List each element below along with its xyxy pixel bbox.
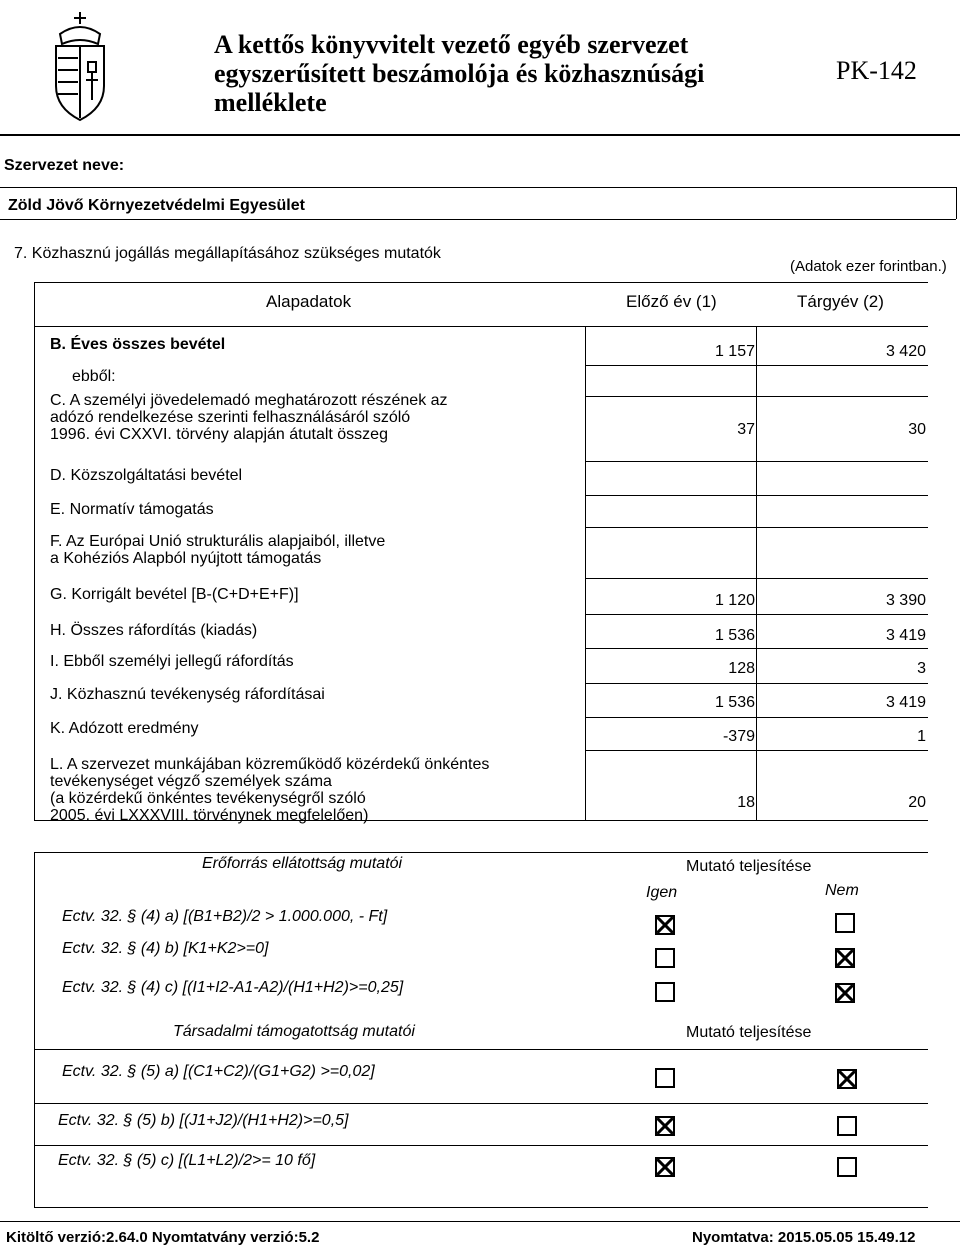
row-b-cur: 3 420 — [885, 343, 926, 360]
social-item-3-yes-checkbox[interactable] — [655, 1157, 675, 1177]
org-box-right — [956, 187, 957, 219]
social-item-3-label: Ectv. 32. § (5) c) [(L1+L2)/2>= 10 fő] — [58, 1152, 316, 1169]
row-k-cur: 1 — [917, 728, 926, 745]
unit-note: (Adatok ezer forintban.) — [790, 258, 947, 275]
resource-box-top — [34, 852, 928, 853]
row-h-cur: 3 419 — [885, 627, 926, 644]
row-i-cur: 3 — [917, 660, 926, 677]
col-header-prev: Előző év (1) — [626, 292, 717, 311]
org-box-bottom — [0, 219, 956, 220]
row-j-label: J. Közhasznú tevékenység ráfordításai — [50, 686, 325, 703]
resource-perf-title: Mutató teljesítése — [686, 858, 812, 875]
row-ebbol-label: ebből: — [72, 368, 116, 385]
form-title — [214, 30, 814, 117]
row-f-label — [50, 533, 385, 567]
resource-no-header: Nem — [825, 882, 859, 899]
row-l-label — [50, 756, 489, 824]
row-l-line2: tevékenységet végző személyek száma — [50, 773, 332, 790]
header-divider — [0, 134, 960, 136]
row-g-cur: 3 390 — [885, 592, 926, 609]
resource-item-1-label: Ectv. 32. § (4) a) [(B1+B2)/2 > 1.000.000, - Ft] — [62, 908, 388, 925]
social-title: Társadalmi támogatottság mutatói — [173, 1023, 415, 1040]
row-c-prev: 37 — [737, 421, 755, 438]
resource-box-left — [34, 852, 35, 1207]
header-row-bottom — [34, 326, 928, 327]
row-h-prev: 1 536 — [714, 627, 755, 644]
row-sep — [585, 750, 928, 751]
row-j-cur: 3 419 — [885, 694, 926, 711]
value-col-mid-border — [756, 326, 757, 820]
form-code: PK-142 — [836, 56, 917, 85]
row-d-label: D. Közszolgáltatási bevétel — [50, 467, 243, 484]
row-sep — [585, 717, 928, 718]
social-perf-title: Mutató teljesítése — [686, 1024, 812, 1041]
col-header-base: Alapadatok — [266, 292, 352, 311]
row-g-prev: 1 120 — [714, 592, 755, 609]
table-top — [34, 282, 928, 283]
org-box-top — [0, 187, 956, 188]
social-item-2-yes-checkbox[interactable] — [655, 1116, 675, 1136]
section-title: 7. Közhasznú jogállás megállapításához szükséges mutatók — [14, 245, 441, 262]
row-c-label — [50, 392, 448, 443]
resource-item-3-yes-checkbox[interactable] — [655, 982, 675, 1002]
footer-divider — [0, 1221, 960, 1222]
resource-yes-header: Igen — [646, 884, 678, 901]
social-divider — [34, 1049, 928, 1050]
resource-item-1-yes-checkbox[interactable] — [655, 915, 675, 935]
row-sep — [585, 648, 928, 649]
row-l-line3: (a közérdekű önkéntes tevékenységről szóló — [50, 790, 366, 807]
row-sep — [585, 461, 928, 462]
social-item-3-no-checkbox[interactable] — [837, 1157, 857, 1177]
resource-item-3-no-checkbox[interactable] — [835, 983, 855, 1003]
form-title-line2: egyszerűsített beszámolója és közhasznúsági melléklete — [214, 59, 705, 117]
row-sep — [585, 614, 928, 615]
row-b-label: B. Éves összes bevétel — [50, 336, 226, 353]
value-col-left-border — [585, 326, 586, 820]
footer-version: Kitöltő verzió:2.64.0 Nyomtatvány verzió:5.2 — [6, 1229, 320, 1246]
social-row-sep — [34, 1145, 928, 1146]
footer-printed: Nyomtatva: 2015.05.05 15.49.12 — [692, 1229, 916, 1246]
col-header-cur: Tárgyév (2) — [797, 292, 884, 311]
resource-item-3-label: Ectv. 32. § (4) c) [(I1+I2-A1-A2)/(H1+H2)>=0,25] — [62, 979, 404, 996]
row-k-prev: -379 — [722, 728, 755, 745]
resource-item-2-yes-checkbox[interactable] — [655, 948, 675, 968]
row-g-label: G. Korrigált bevétel [B-(C+D+E+F)] — [50, 586, 299, 603]
resource-item-1-no-checkbox[interactable] — [835, 913, 855, 933]
social-item-2-no-checkbox[interactable] — [837, 1116, 857, 1136]
row-l-line1: L. A szervezet munkájában közreműködő közérdekű önkéntes — [50, 756, 490, 773]
row-i-label: I. Ebből személyi jellegű ráfordítás — [50, 653, 294, 670]
row-c-line1: C. A személyi jövedelemadó meghatározott részének az — [50, 392, 448, 409]
resource-item-2-label: Ectv. 32. § (4) b) [K1+K2>=0] — [62, 940, 269, 957]
row-sep — [585, 495, 928, 496]
row-sep — [585, 578, 928, 579]
row-h-label: H. Összes ráfordítás (kiadás) — [50, 622, 258, 639]
social-item-1-yes-checkbox[interactable] — [655, 1068, 675, 1088]
row-sep — [585, 365, 928, 366]
table-left — [34, 282, 35, 820]
row-e-label: E. Normatív támogatás — [50, 501, 214, 518]
row-sep — [585, 527, 928, 528]
row-l-cur: 20 — [908, 794, 926, 811]
row-f-line2: a Kohéziós Alapból nyújtott támogatás — [50, 550, 322, 567]
coat-of-arms-icon — [46, 6, 114, 124]
social-item-1-label: Ectv. 32. § (5) a) [(C1+C2)/(G1+G2) >=0,02] — [62, 1063, 375, 1080]
org-name-value: Zöld Jövő Környezetvédelmi Egyesület — [8, 197, 305, 214]
row-sep — [585, 683, 928, 684]
row-b-prev: 1 157 — [714, 343, 755, 360]
org-name-label: Szervezet neve: — [4, 157, 125, 174]
row-l-line4: 2005. évi LXXXVIII. törvénynek megfelelően) — [50, 807, 369, 824]
social-item-1-no-checkbox[interactable] — [837, 1069, 857, 1089]
resource-title: Erőforrás ellátottság mutatói — [202, 855, 403, 872]
row-i-prev: 128 — [728, 660, 755, 677]
row-c-line2: adózó rendelkezése szerinti felhasználásáról szóló — [50, 409, 411, 426]
row-j-prev: 1 536 — [714, 694, 755, 711]
row-c-line3: 1996. évi CXXVI. törvény alapján átutalt összeg — [50, 426, 388, 443]
social-item-2-label: Ectv. 32. § (5) b) [(J1+J2)/(H1+H2)>=0,5] — [58, 1112, 349, 1129]
row-l-prev: 18 — [737, 794, 755, 811]
row-f-line1: F. Az Európai Unió strukturális alapjaiból, illetve — [50, 533, 386, 550]
resource-box-bottom — [34, 1207, 928, 1208]
resource-item-2-no-checkbox[interactable] — [835, 948, 855, 968]
row-k-label: K. Adózott eredmény — [50, 720, 199, 737]
form-title-line1: A kettős könyvvitelt vezető egyéb szervezet — [214, 30, 689, 59]
row-sep — [585, 396, 928, 397]
social-row-sep — [34, 1103, 928, 1104]
row-c-cur: 30 — [908, 421, 926, 438]
